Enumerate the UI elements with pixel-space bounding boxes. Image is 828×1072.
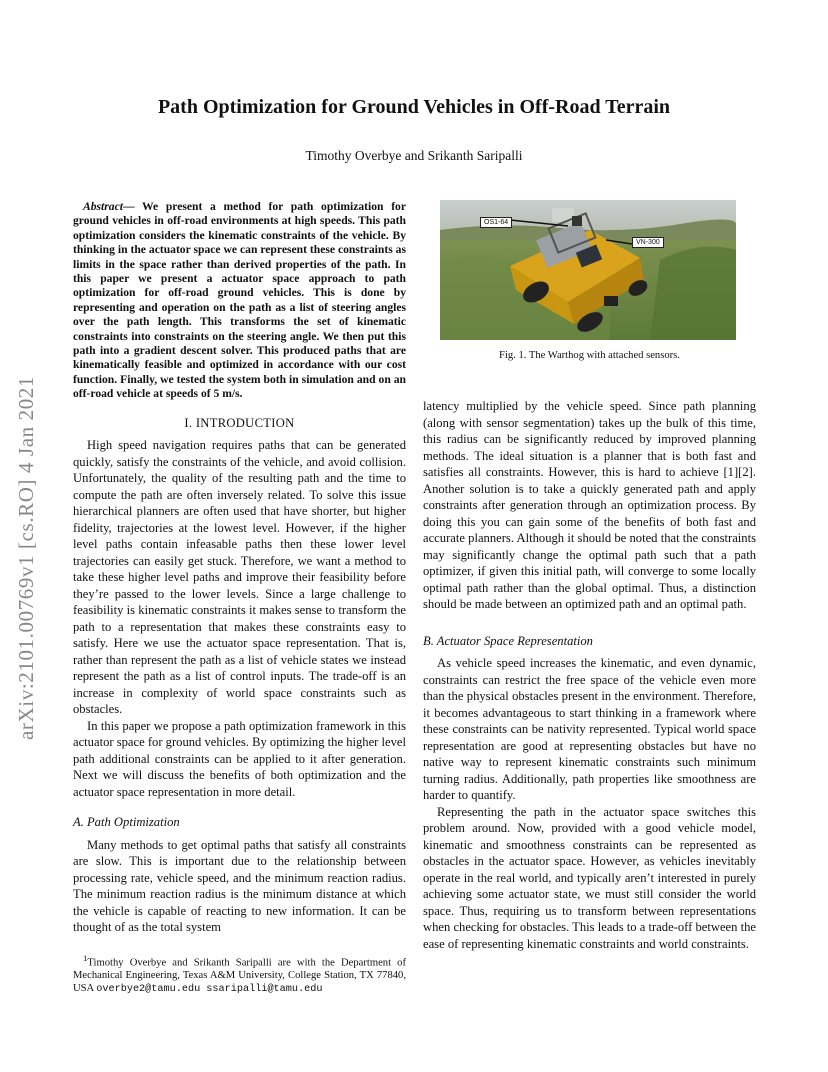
footnote-emails: overbye2@tamu.edu ssaripalli@tamu.edu — [96, 984, 323, 996]
sensor-label-vn300: VN-300 — [632, 237, 664, 248]
abstract: Abstract— We present a method for path optimization for ground vehicles in off-road environments at high speeds. This path optimization considers the kinematic constraints of the vehicle. By thinking in the actuator space we can represent these constraints as limits in the space rather than derived properties of the path. In this paper we present a actuator space approach to path optimization for off-road ground vehicles. This is done by representing and operation on the path as a list of steering angles over the path length. This transforms the set of kinematic constraints into constraints on the steering angle. We then put this path into a gradient descent solver. This produced paths that are kinematically feasible and optimized in accordance with our cost function. Finally, we tested the system both in simulation and on an off-road vehicle at speeds of 5 m/s. — [73, 200, 406, 401]
abstract-label: Abstract — [83, 200, 123, 213]
arxiv-identifier: arXiv:2101.00769v1 [cs.RO] 4 Jan 2021 — [14, 376, 38, 740]
section-heading-introduction: I. INTRODUCTION — [184, 415, 295, 430]
right-column — [423, 398, 756, 952]
actuator-paragraph-2: Representing the path in the actuator space switches this problem around. Now, provided with a good vehicle model, kinematic and smoothness constraints can be represented as obstacles in the actuator space. However, as vehicles inevitably operate in the real world, and typically aren’t interested in purely achieving some actuator state, we must still consider the world space. Thus, requiring us to transform between representations when checking for obstacles. This leads to a trade-off between the ease of representing kinematic constraints and world constraints. — [423, 804, 756, 951]
left-column — [73, 200, 406, 996]
path-optimization-paragraph: Many methods to get optimal paths that satisfy all constraints are slow. This is important due to the relationship between processing rate, vehicle speed, and the minimum reaction radius. The minimum reaction radius is the minimum distance at which the vehicle is capable of reacting to new information. It can be thought of as the total system — [73, 837, 406, 935]
paper-authors: Timothy Overbye and Srikanth Saripalli — [305, 148, 523, 163]
subsection-heading-a: A. Path Optimization — [73, 815, 180, 830]
abstract-text: We present a method for path optimization for ground vehicles in off-road environments at high speeds. This path optimization considers the kinematic constraints of the vehicle. By thinking in the actuator space we can represent these constraints as limits in the space rather than derived properties of the path. In this paper we present a actuator space approach to path optimization for off-road ground vehicles. This is done by representing and operation on the path as a list of steering angles over the path length. This transforms the set of kinematic constraints into constraints on the steering angle. We then put this path into a gradient descent solver. This produced paths that are kinematically feasible and optimized in accordance with our cost function. Finally, we tested the system both in simulation and on an off-road vehicle at speeds of 5 m/s. — [73, 200, 406, 401]
intro-paragraph-2: In this paper we propose a path optimization framework in this actuator space for ground vehicles. By optimizing the higher level path additional constraints can be applied to it after generation. Next we will discuss the benefits of both optimization and the actuator space representation in more detail. — [73, 718, 406, 799]
footnote-text: Timothy Overbye and Srikanth Saripalli are with the Department of Mechanical Engineering, Texas A&M University, College Station, TX 77840, USA — [73, 957, 406, 995]
figure-warthog-photo — [440, 200, 736, 340]
footnote-marker: 1 — [83, 952, 88, 963]
intro-paragraph-1: High speed navigation requires paths that can be generated quickly, satisfy the constraints of the vehicle, and avoid collision. Unfortunately, the quality of the resulting path and the time to compute the path are often inversely related. To solve this issue hierarchical planners are often used that have shorter, but higher fidelity, trajectories at the lowest level. However, if the higher level paths contain infeasable paths then these lower level trajectories can easily get stuck. Therefore, we want a method to take these higher level paths and improve their feasibility before they’re passed to the lower levels. Since a large challenge to feasibility is kinematic constraints it makes sense to transform the path to a representation that makes these constraints easy to satisfy. Here we use the actuator space representation. That is, rather than represent the path as a list of vehicle states we instead represent the path as a list of control inputs. The trade-off is an increase in complexity of world space constraints such as obstacles. — [73, 438, 406, 717]
path-optimization-continuation: latency multiplied by the vehicle speed. Since path planning (along with sensor segmentation) takes up the bulk of this time, this radius can be significantly reduced by improved planning methods. The ideal situation is a planner that is both fast and satisfies all constraints. However, this is hard to achieve [1][2]. Another solution is to take a quickly generated path and apply constraints after generation through an optimization process. By doing this you can gain some of the benefits of both fast and accurate planners. Although it should be noted that the constraints may significantly change the optimal path such that a path optimizer, if given this initial path, will converge to some locally optimal path rather than the global optimal. Thus, a distinction should be made between an optimized path and an optimal path. — [423, 399, 756, 611]
actuator-paragraph-1: As vehicle speed increases the kinematic, and even dynamic, constraints can restrict the free space of the vehicle even more than the physical obstacles present in the environment. Therefore, it becomes advantageous to start thinking in a framework where these constraints can be nativity represented. Typical world space representation are good at representing obstacles but have no native way to represent kinematic constraints such minimum turning radius. Additionally, path properties like smoothness are harder to quantify. — [423, 656, 756, 802]
paper-title: Path Optimization for Ground Vehicles in Off-Road Terrain — [157, 96, 671, 118]
figure-caption: Fig. 1. The Warthog with attached sensors. — [499, 350, 680, 361]
subsection-heading-b: B. Actuator Space Representation — [423, 633, 593, 648]
sensor-label-os1: OS1-64 — [480, 217, 512, 228]
footnote — [73, 952, 406, 997]
